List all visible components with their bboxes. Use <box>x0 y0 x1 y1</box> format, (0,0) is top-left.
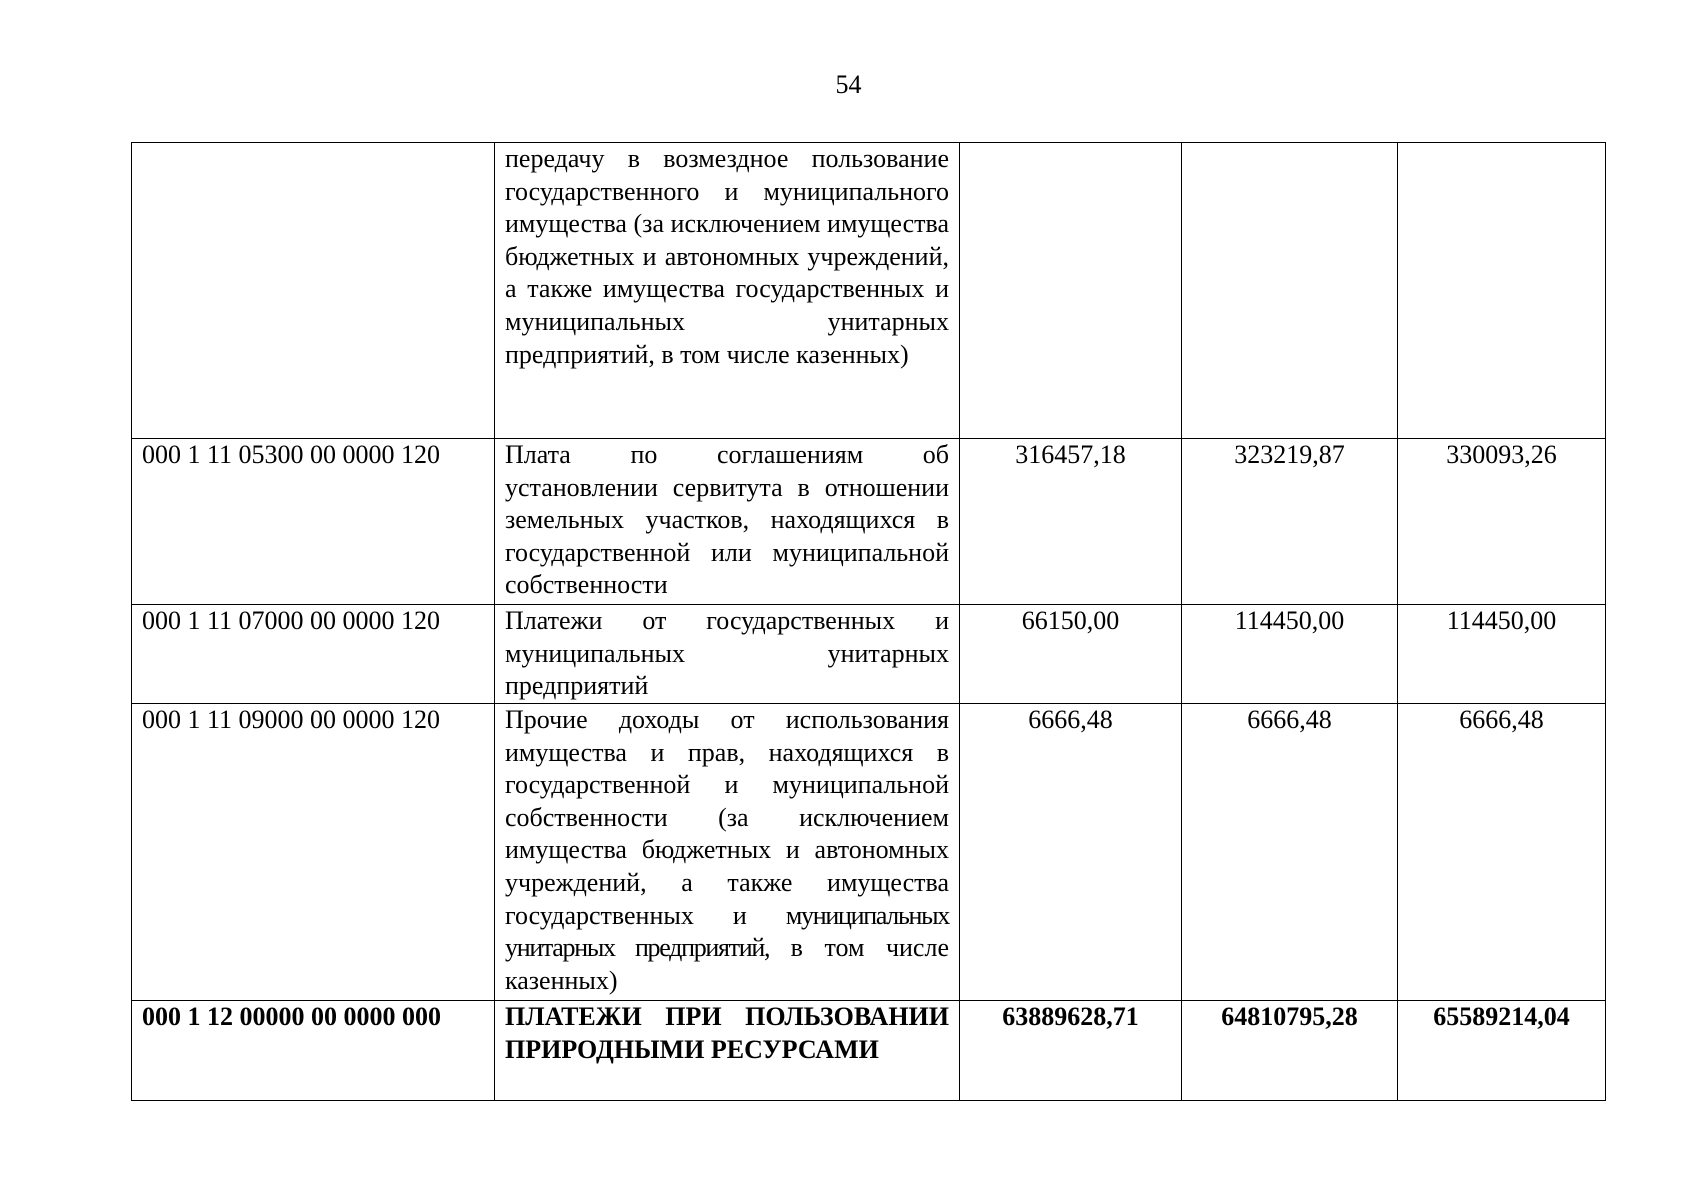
table-row-total <box>132 1001 1606 1101</box>
value-year-3-cell: 330093,26 <box>1398 439 1606 605</box>
table-row <box>132 605 1606 704</box>
revenue-name-text-end: в том числе казенных) <box>505 933 949 995</box>
revenue-name-text: Прочие доходы от использования имущества и прав, находящихся в государственной и муниципальной собственности (за исключением имущества бюджетных и автономных учреждений, а также имущества государственных и <box>505 705 949 930</box>
revenue-name-text-condensed: муниципальных унитарных предприятий, <box>505 900 949 963</box>
page-number: 54 <box>835 70 862 99</box>
revenue-code-cell <box>132 143 495 439</box>
value-year-3-cell: 6666,48 <box>1398 704 1606 1001</box>
revenue-code-cell: 000 1 11 05300 00 0000 120 <box>132 439 495 605</box>
value-year-1-cell <box>960 143 1182 439</box>
table-row <box>132 439 1606 605</box>
value-year-3-cell <box>1398 143 1606 439</box>
table-row <box>132 143 1606 439</box>
revenue-name-cell: Платежи от государственных и муниципальных унитарных предприятий <box>495 605 960 704</box>
revenue-name-cell: Плата по соглашениям об установлении сервитута в отношении земельных участков, находящихся в государственной или муниципальной собственности <box>495 439 960 605</box>
revenue-code-cell: 000 1 11 07000 00 0000 120 <box>132 605 495 704</box>
value-year-2-cell: 6666,48 <box>1182 704 1398 1001</box>
value-year-2-cell: 114450,00 <box>1182 605 1398 704</box>
value-year-3-cell: 114450,00 <box>1398 605 1606 704</box>
revenue-name-cell: ПЛАТЕЖИ ПРИ ПОЛЬЗОВАНИИ ПРИРОДНЫМИ РЕСУРСАМИ <box>495 1001 960 1101</box>
revenue-name-cell: передачу в возмездное пользование государственного и муниципального имущества (за исключением имущества бюджетных и автономных учреждений, а также имущества государственных и муниципальных унитарных предприятий, в том числе казенных) <box>495 143 960 439</box>
revenue-code-cell: 000 1 11 09000 00 0000 120 <box>132 704 495 1001</box>
value-year-1-cell: 63889628,71 <box>960 1001 1182 1101</box>
revenue-name-cell <box>495 704 960 1001</box>
revenue-code-cell: 000 1 12 00000 00 0000 000 <box>132 1001 495 1101</box>
value-year-2-cell: 323219,87 <box>1182 439 1398 605</box>
value-year-1-cell: 66150,00 <box>960 605 1182 704</box>
value-year-2-cell: 64810795,28 <box>1182 1001 1398 1101</box>
value-year-3-cell: 65589214,04 <box>1398 1001 1606 1101</box>
value-year-2-cell <box>1182 143 1398 439</box>
budget-revenue-table <box>131 142 1606 1101</box>
value-year-1-cell: 6666,48 <box>960 704 1182 1001</box>
value-year-1-cell: 316457,18 <box>960 439 1182 605</box>
table-row <box>132 704 1606 1001</box>
